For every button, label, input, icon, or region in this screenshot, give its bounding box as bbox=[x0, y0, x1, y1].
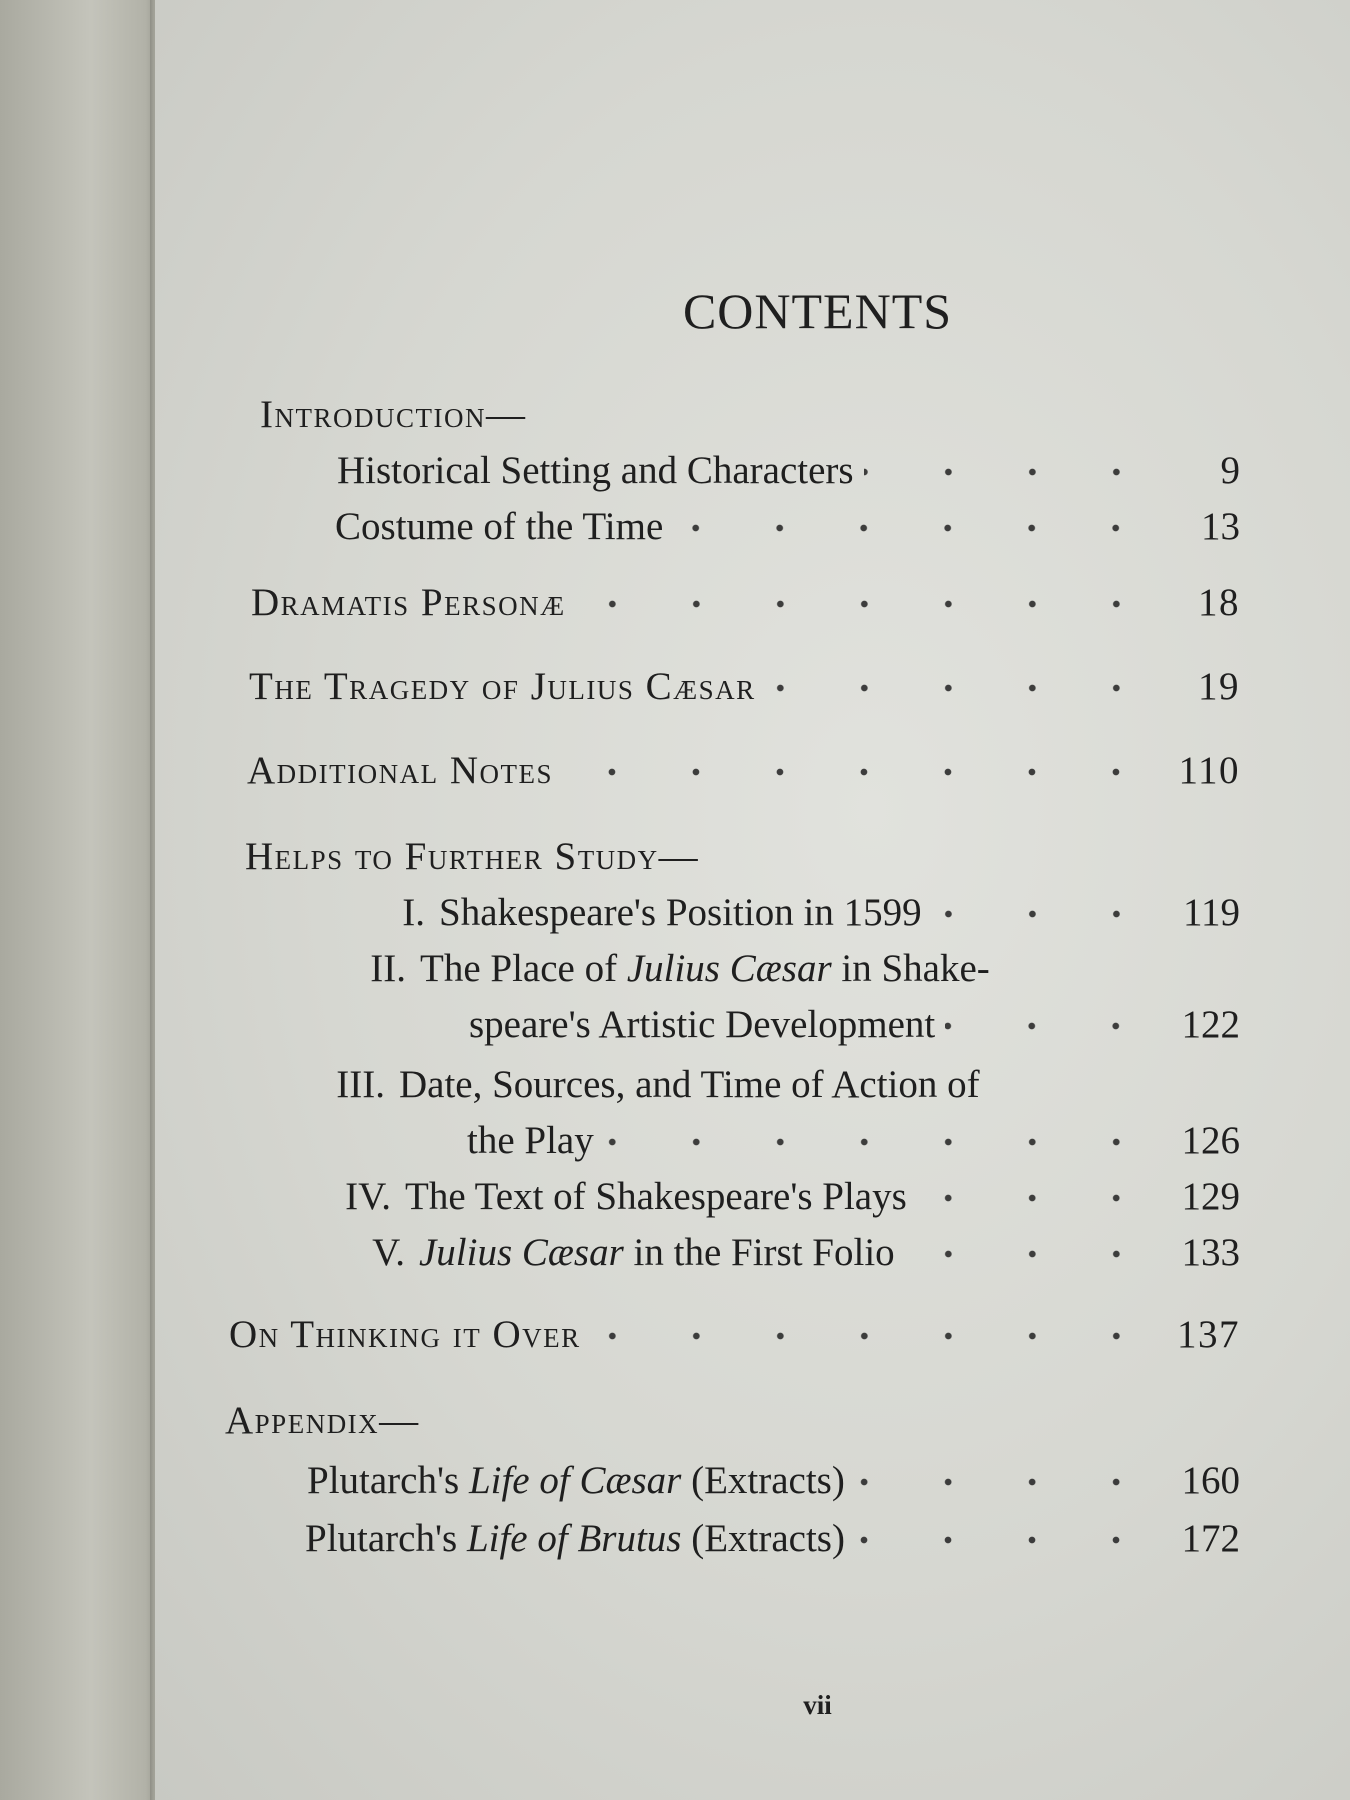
toc-entry-page: 137 bbox=[1177, 1313, 1240, 1356]
roman-numeral: IV. bbox=[345, 1175, 391, 1218]
toc-entry-title: the Play bbox=[467, 1119, 594, 1162]
toc-entry-page: 133 bbox=[1181, 1231, 1240, 1274]
toc-entry-page: 122 bbox=[1181, 1003, 1240, 1046]
toc-entry-page: 9 bbox=[1220, 449, 1240, 492]
dot-leader bbox=[855, 1535, 1158, 1545]
toc-entry-helps-3[interactable] bbox=[467, 1118, 1240, 1163]
dot-leader bbox=[563, 767, 1158, 777]
play-title-italic: Julius Cæsar bbox=[626, 947, 832, 990]
toc-entry-title: The Tragedy of Julius Cæsar bbox=[249, 665, 756, 708]
toc-heading-introduction: Introduction— bbox=[260, 393, 527, 436]
dot-leader bbox=[945, 1021, 1158, 1031]
page-number: vii bbox=[803, 1690, 832, 1720]
toc-entry-tragedy[interactable] bbox=[249, 664, 1240, 709]
book-title-italic: Life of Cæsar bbox=[468, 1459, 682, 1502]
toc-entry-page: 160 bbox=[1181, 1459, 1240, 1502]
toc-entry-title: Historical Setting and Characters bbox=[337, 449, 854, 492]
dot-leader bbox=[576, 599, 1158, 609]
toc-entry-text: The Place of bbox=[420, 947, 627, 990]
toc-entry-title bbox=[305, 1516, 845, 1561]
toc-entry-text: Plutarch's bbox=[307, 1459, 469, 1502]
toc-entry-title: On Thinking it Over bbox=[229, 1313, 581, 1356]
toc-entry-appendix-1[interactable] bbox=[307, 1458, 1240, 1503]
dot-leader bbox=[604, 1137, 1158, 1147]
toc-entry-helps-5[interactable] bbox=[335, 1230, 1240, 1275]
toc-entry-appendix-2[interactable] bbox=[305, 1516, 1240, 1561]
toc-entry-page: 18 bbox=[1198, 581, 1240, 624]
play-title-italic: Julius Cæsar bbox=[419, 1231, 624, 1274]
roman-numeral: V. bbox=[372, 1231, 405, 1274]
toc-entry-thinking-it-over[interactable] bbox=[229, 1312, 1240, 1357]
toc-entry-title bbox=[321, 1174, 907, 1219]
roman-numeral: II. bbox=[370, 947, 406, 990]
roman-numeral: I. bbox=[402, 891, 425, 934]
toc-entry-page: 119 bbox=[1182, 891, 1240, 934]
toc-entry-helps-4[interactable] bbox=[321, 1174, 1240, 1219]
toc-entry-helps-2[interactable] bbox=[469, 1002, 1240, 1047]
left-page-edge bbox=[0, 0, 165, 1800]
toc-entry-text: (Extracts) bbox=[681, 1517, 845, 1560]
toc-heading-helps: Helps to Further Study— bbox=[245, 835, 700, 878]
toc-entry-page: 19 bbox=[1198, 665, 1240, 708]
toc-entry-page: 13 bbox=[1201, 505, 1240, 548]
spine-shadow bbox=[150, 0, 154, 1800]
toc-entry-title bbox=[335, 1230, 895, 1275]
roman-numeral: III. bbox=[336, 1063, 385, 1106]
toc-entry-text: in Shake- bbox=[831, 947, 990, 990]
toc-entry-dramatis-personae[interactable] bbox=[251, 580, 1240, 625]
dot-leader bbox=[673, 523, 1158, 533]
dot-leader bbox=[766, 683, 1158, 693]
toc-entry-title: Costume of the Time bbox=[335, 505, 664, 548]
dot-leader bbox=[932, 909, 1158, 919]
toc-entry-helps-3-line-1 bbox=[315, 1062, 980, 1107]
toc-entry-title bbox=[307, 1458, 845, 1503]
dot-leader bbox=[917, 1193, 1158, 1203]
toc-entry-text: in the First Folio bbox=[623, 1231, 895, 1274]
dot-leader bbox=[855, 1477, 1158, 1487]
toc-entry-title: Additional Notes bbox=[247, 749, 554, 792]
toc-entry-text: Shakespeare's Position in 1599 bbox=[439, 891, 922, 934]
toc-entry-title: Dramatis Personæ bbox=[251, 581, 566, 624]
dot-leader bbox=[864, 467, 1158, 477]
toc-entry-title bbox=[355, 890, 922, 935]
toc-entry-page: 126 bbox=[1181, 1119, 1240, 1162]
toc-entry-page: 172 bbox=[1181, 1517, 1240, 1560]
toc-entry-additional-notes[interactable] bbox=[247, 748, 1240, 793]
toc-entry-text: (Extracts) bbox=[681, 1459, 845, 1502]
toc-entry-page: 110 bbox=[1178, 749, 1240, 792]
toc-entry-text: Plutarch's bbox=[305, 1517, 467, 1560]
toc-entry-title: speare's Artistic Development bbox=[469, 1003, 936, 1046]
contents-page bbox=[155, 0, 1350, 1800]
toc-entry-historical-setting[interactable] bbox=[337, 448, 1240, 493]
page-title: CONTENTS bbox=[682, 283, 953, 339]
toc-entry-text: The Text of Shakespeare's Plays bbox=[405, 1175, 907, 1218]
table-of-contents bbox=[155, 0, 1350, 1800]
book-title-italic: Life of Brutus bbox=[466, 1517, 682, 1560]
toc-entry-text: Date, Sources, and Time of Action of bbox=[399, 1063, 980, 1106]
toc-entry-helps-2-line-1 bbox=[336, 946, 990, 991]
toc-entry-page: 129 bbox=[1181, 1175, 1240, 1218]
dot-leader bbox=[905, 1249, 1158, 1259]
toc-heading-appendix: Appendix— bbox=[225, 1399, 420, 1442]
toc-entry-costume[interactable] bbox=[335, 504, 1240, 549]
dot-leader bbox=[591, 1331, 1158, 1341]
toc-entry-helps-1[interactable] bbox=[355, 890, 1240, 935]
